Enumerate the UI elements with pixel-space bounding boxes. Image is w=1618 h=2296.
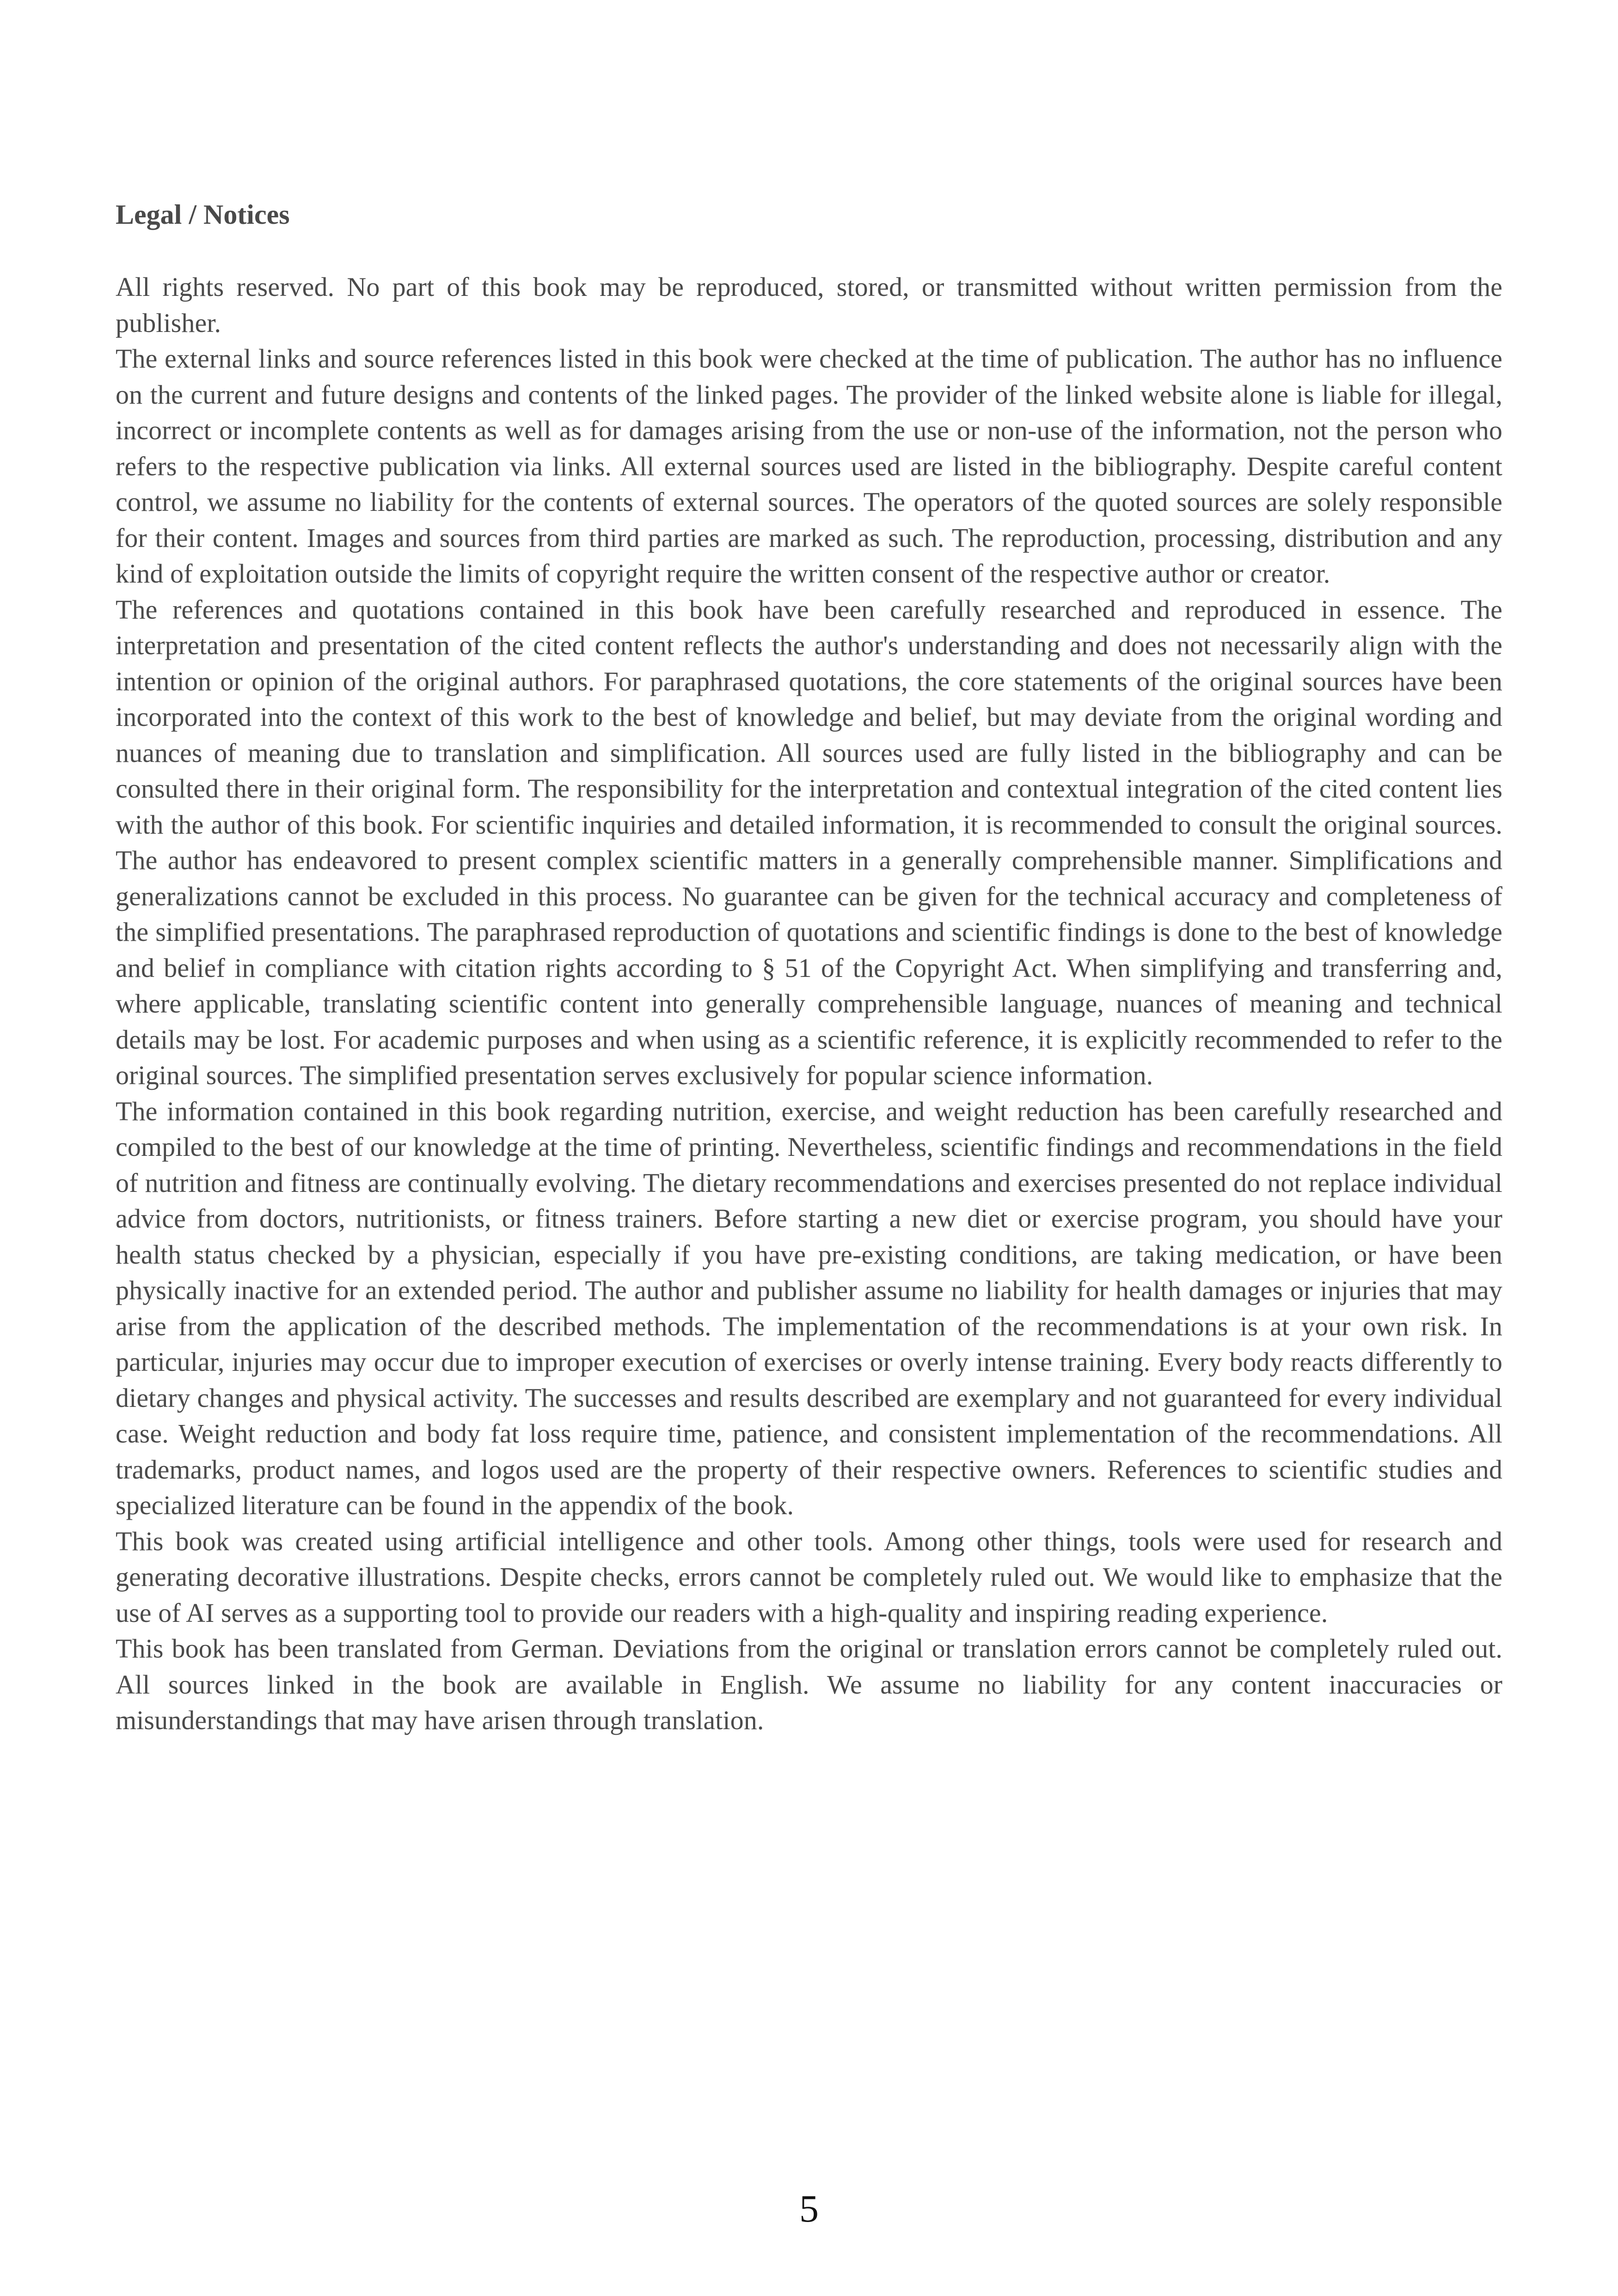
paragraph-ai-notice: This book was created using artificial intelligence and other tools. Among other things, tools were used for research and generating decorative illustrations. Despite checks, errors cannot be completely ruled out. We would like to emphasize that the use of AI serves as a supporting tool to provide our readers with a high-quality and inspiring reading experience. (116, 1526, 1502, 1628)
paragraph-health-disclaimer: The information contained in this book regarding nutrition, exercise, and weight reduction has been carefully researched and compiled to the best of our knowledge at the time of printing. Nevertheless, scientific findings and recommendations in the field of nutrition and fitness are continually evolving. The dietary recommendations and exercises presented do not replace individual advice from doctors, nutritionists, or fitness trainers. Before starting a new diet or exercise program, you should have your health status checked by a physician, especially if you have pre-existing conditions, are taking medication, or have been physically inactive for an extended period. The author and publisher assume no liability for health damages or injuries that may arise from the application of the described methods. The implementation of the recommendations is at your own risk. In particular, injuries may occur due to improper execution of exercises or overly intense training. Every body reacts differently to dietary changes and physical activity. The successes and results described are exemplary and not guaranteed for every individual case. Weight reduction and body fat loss require time, patience, and consistent implementation of the recommendations. All trademarks, product names, and logos used are the property of their respective owners. References to scientific studies and specialized literature can be found in the appendix of the book. (116, 1096, 1502, 1520)
paragraph-rights-reserved: All rights reserved. No part of this book may be reproduced, stored, or transmitted without written permission from the publisher. (116, 272, 1502, 338)
page-title: Legal / Notices (116, 199, 290, 230)
page-content (116, 198, 1502, 1738)
paragraph-references-quotations: The references and quotations contained in this book have been carefully researched and reproduced in essence. The interpretation and presentation of the cited content reflects the author's understanding and does not necessarily align with the intention or opinion of the original authors. For paraphrased quotations, the core statements of the original sources have been incorporated into the context of this work to the best of knowledge and belief, but may deviate from the original wording and nuances of meaning due to translation and simplification. All sources used are fully listed in the bibliography and can be consulted there in their original form. The responsibility for the interpretation and contextual integration of the cited content lies with the author of this book. For scientific inquiries and detailed information, it is recommended to consult the original sources. The author has endeavored to present complex scientific matters in a generally comprehensible manner. Simplifications and generalizations cannot be excluded in this process. No guarantee can be given for the technical accuracy and completeness of the simplified presentations. The paraphrased reproduction of quotations and scientific findings is done to the best of knowledge and belief in compliance with citation rights according to § 51 of the Copyright Act. When simplifying and transferring and, where applicable, translating scientific content into generally comprehensible language, nuances of meaning and technical details may be lost. For academic purposes and when using as a scientific reference, it is explicitly recommended to refer to the original sources. The simplified presentation serves exclusively for popular science information. (116, 594, 1502, 1090)
paragraph-translation-notice: This book has been translated from German. Deviations from the original or translation errors cannot be completely ruled out. All sources linked in the book are available in English. We assume no liability for any content inaccuracies or misunderstandings that may have arisen through translation. (116, 1633, 1502, 1735)
paragraph-external-links: The external links and source references listed in this book were checked at the time of publication. The author has no influence on the current and future designs and contents of the linked pages. The provider of the linked website alone is liable for illegal, incorrect or incomplete contents as well as for damages arising from the use or non-use of the information, not the person who refers to the respective publication via links. All external sources used are listed in the bibliography. Despite careful content control, we assume no liability for the contents of external sources. The operators of the quoted sources are solely responsible for their content. Images and sources from third parties are marked as such. The reproduction, processing, distribution and any kind of exploitation outside the limits of copyright require the written consent of the respective author or creator. (116, 344, 1502, 589)
page-number: 5 (799, 2187, 819, 2230)
